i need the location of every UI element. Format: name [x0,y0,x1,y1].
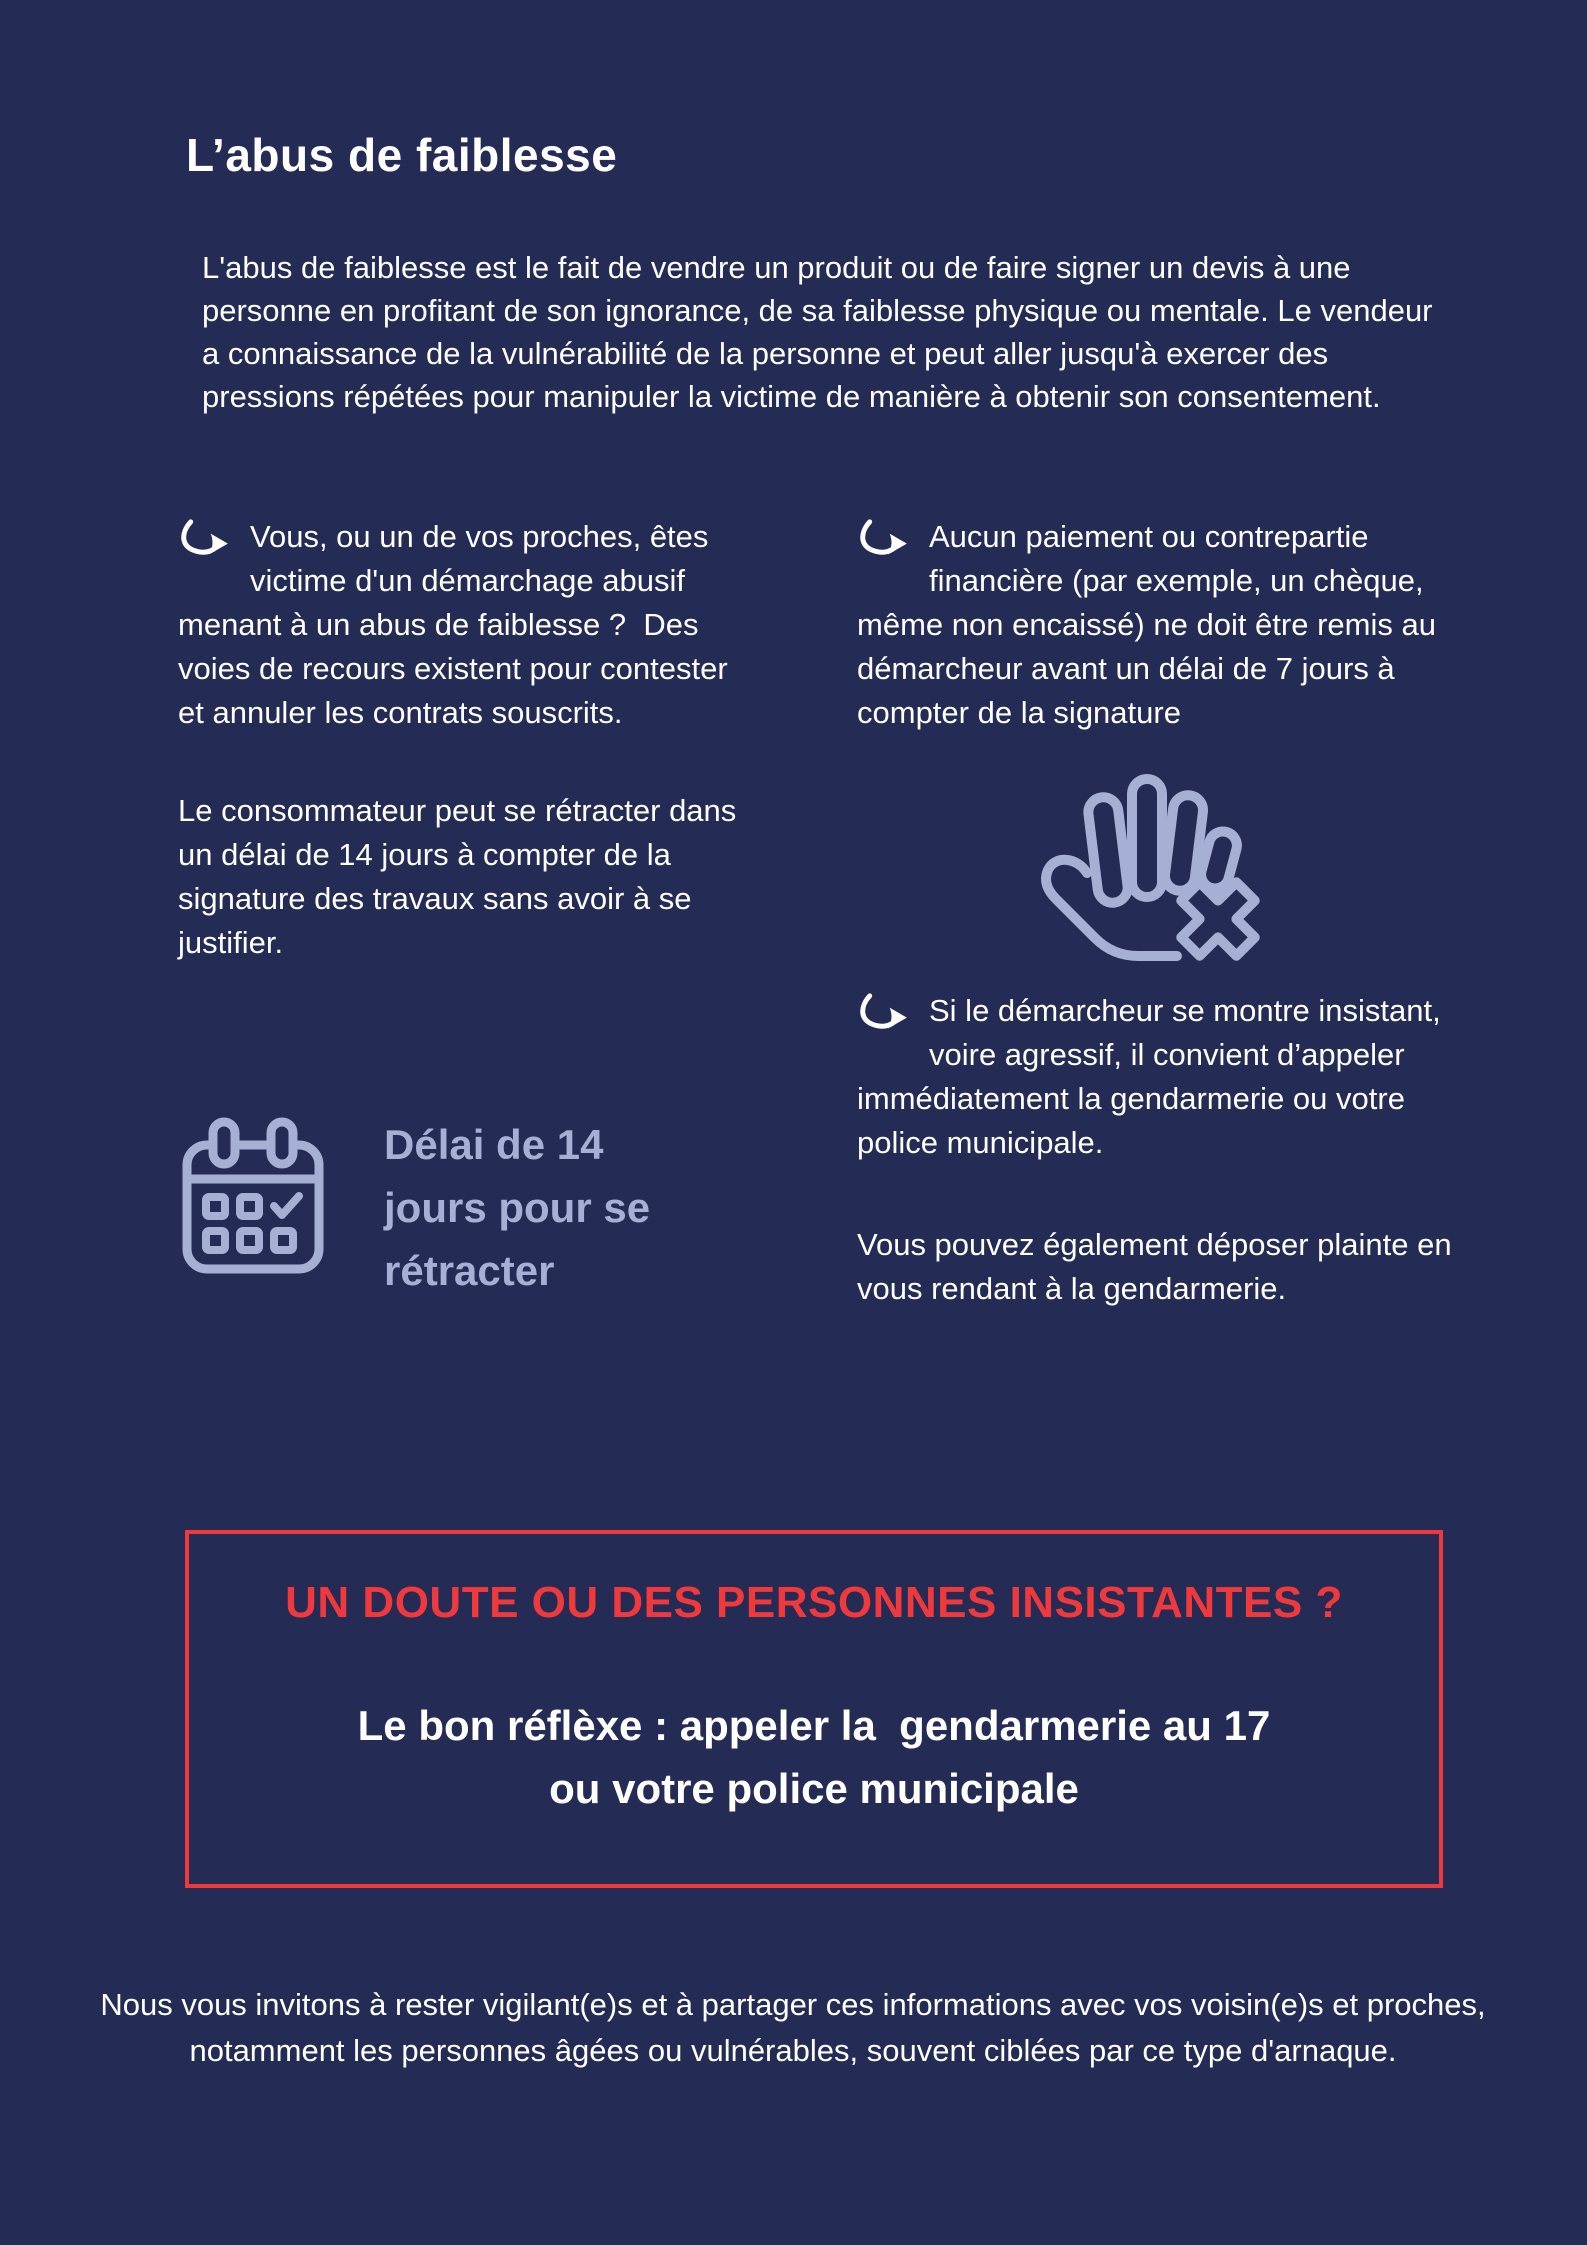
bullet-paiement [857,515,1457,735]
delai-callout-text: Délai de 14 jours pour se rétracter [384,1121,651,1294]
curved-arrow-icon [857,519,915,561]
hand-stop-x-icon [1035,771,1285,963]
alert-box [185,1530,1443,1888]
left-column [178,515,756,1302]
bullet-insistant [857,989,1457,1165]
bullet-recours-text: Vous, ou un de vos proches, êtes victime d'un démarchage abusif menant à un abus de faiblesse ? Des voies de recours existent pour contester et annuler les contrats souscrits. [178,519,737,730]
alert-message-line2: ou votre police municipale [549,1765,1079,1812]
curved-arrow-icon [178,519,236,561]
plainte-paragraph: Vous pouvez également déposer plainte en vous rendant à la gendarmerie. [857,1227,1452,1306]
calendar-check-icon [178,1117,328,1279]
footer-paragraph: Nous vous invitons à rester vigilant(e)s et à partager ces informations avec vos voisin(e)s et proches, notamment les personnes âgées ou vulnérables, souvent ciblées par ce type d'arnaque. [100,1987,1486,2068]
bullet-paiement-text: Aucun paiement ou contrepartie financière (par exemple, un chèque, même non encaissé) ne doit être remis au démarcheur avant un délai de 7 jours à compter de la signature [857,519,1445,730]
delai-callout [178,1117,756,1302]
alert-heading: UN DOUTE OU DES PERSONNES INSISTANTES ? [285,1578,1343,1627]
bullet-insistant-text: Si le démarcheur se montre insistant, voire agressif, il convient d’appeler immédiatement la gendarmerie ou votre police municipale. [857,993,1450,1160]
right-column [857,515,1457,1311]
page-title: L’abus de faiblesse [186,129,618,181]
bullet-recours [178,515,756,735]
intro-paragraph: L'abus de faiblesse est le fait de vendre un produit ou de faire signer un devis à une personne en profitant de son ignorance, de sa faiblesse physique ou mentale. Le vendeur a connaissance de la vulnérabilité de la personne et peut aller jusqu'à exercer des pressions répétées pour manipuler la victime de manière à obtenir son consentement. [202,250,1433,414]
curved-arrow-icon [857,993,915,1035]
alert-message-line1: Le bon réflèxe : appeler la gendarmerie au 17 [357,1702,1271,1749]
retractation-paragraph: Le consommateur peut se rétracter dans un délai de 14 jours à compter de la signature des travaux sans avoir à se justifier. [178,793,737,960]
alert-message [189,1694,1439,1820]
